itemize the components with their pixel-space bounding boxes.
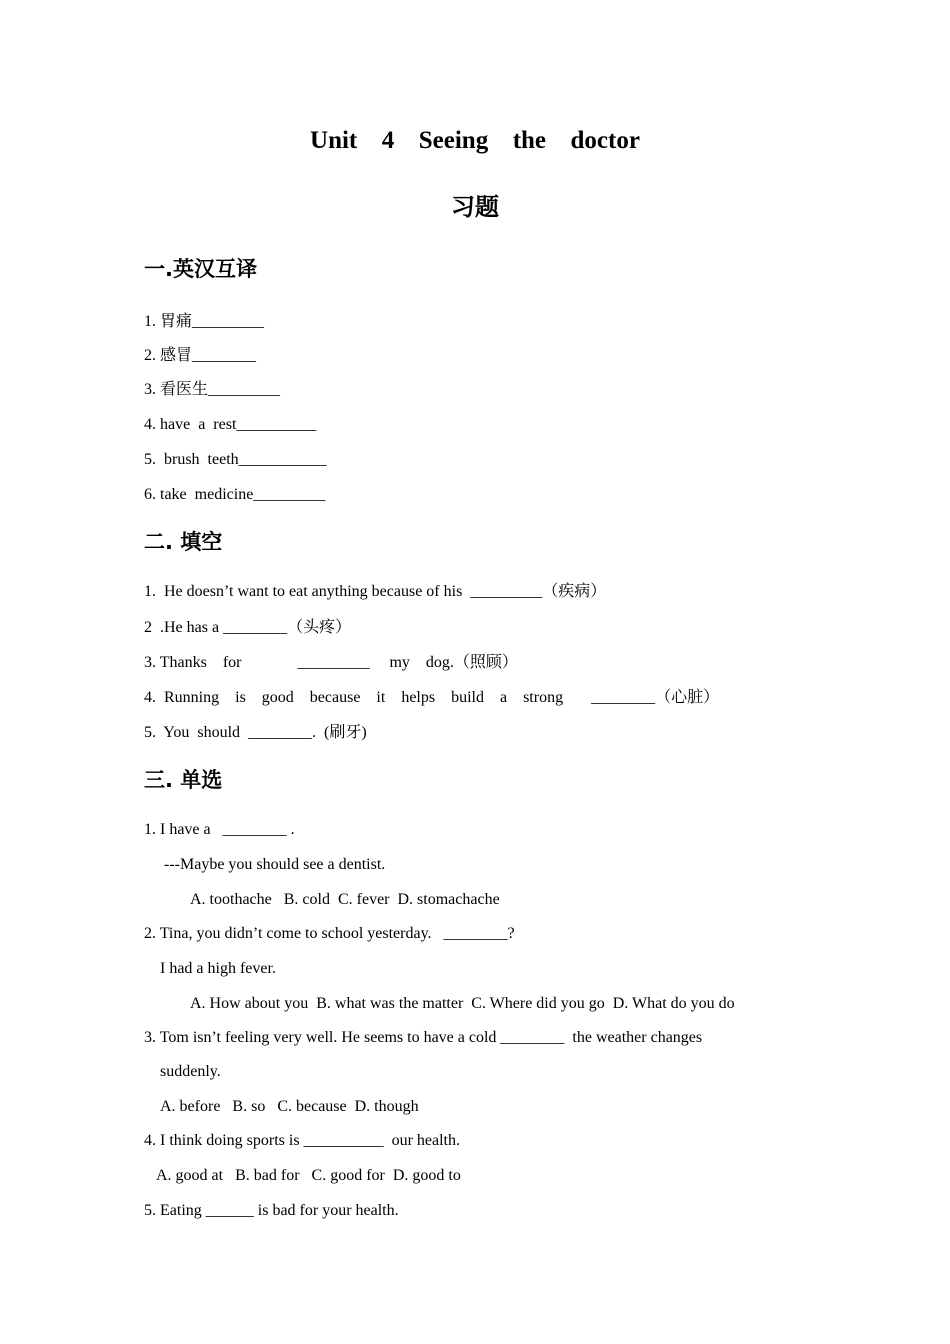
- question-line: 6. take medicine_________: [144, 486, 326, 503]
- question-line: 2 .He has a ________（头疼）: [144, 619, 352, 636]
- question-line: 4. I think doing sports is __________ our health.: [144, 1132, 460, 1149]
- section-heading-fill-blank: 二. 填空: [144, 530, 223, 554]
- question-line: 4. Running is good because it helps build a strong ________（心脏）: [144, 689, 720, 706]
- page-title: Unit 4 Seeing the doctor: [310, 127, 640, 154]
- question-line: 3. Thanks for _________ my dog.（照顾）: [144, 654, 518, 671]
- options-line: A. good at B. bad for C. good for D. good to: [156, 1167, 461, 1184]
- question-line: 5. You should ________. (刷牙): [144, 724, 367, 741]
- question-line: 1. 胃痛_________: [144, 313, 265, 330]
- question-line: 3. Tom isn’t feeling very well. He seems to have a cold ________ the weather changes: [144, 1029, 703, 1046]
- question-line-continued: suddenly.: [160, 1063, 221, 1080]
- section-heading-multiple-choice: 三. 单选: [144, 768, 223, 792]
- answer-line: ---Maybe you should see a dentist.: [164, 856, 386, 873]
- question-line: 3. 看医生_________: [144, 381, 281, 398]
- question-line: 5. brush teeth___________: [144, 451, 327, 468]
- answer-line: I had a high fever.: [160, 960, 276, 977]
- page-subtitle: 习题: [451, 193, 499, 221]
- question-line: 2. Tina, you didn’t come to school yesterday. ________?: [144, 925, 515, 942]
- question-line: 4. have a rest__________: [144, 416, 317, 433]
- options-line: A. before B. so C. because D. though: [160, 1098, 419, 1115]
- options-line: A. toothache B. cold C. fever D. stomachache: [190, 891, 500, 908]
- question-line: 5. Eating ______ is bad for your health.: [144, 1202, 399, 1219]
- question-line: 1. He doesn’t want to eat anything because of his _________（疾病）: [144, 583, 607, 600]
- question-line: 1. I have a ________ .: [144, 821, 295, 838]
- question-line: 2. 感冒________: [144, 347, 257, 364]
- section-heading-translation: 一.英汉互译: [144, 257, 257, 281]
- options-line: A. How about you B. what was the matter C. Where did you go D. What do you do: [190, 995, 735, 1012]
